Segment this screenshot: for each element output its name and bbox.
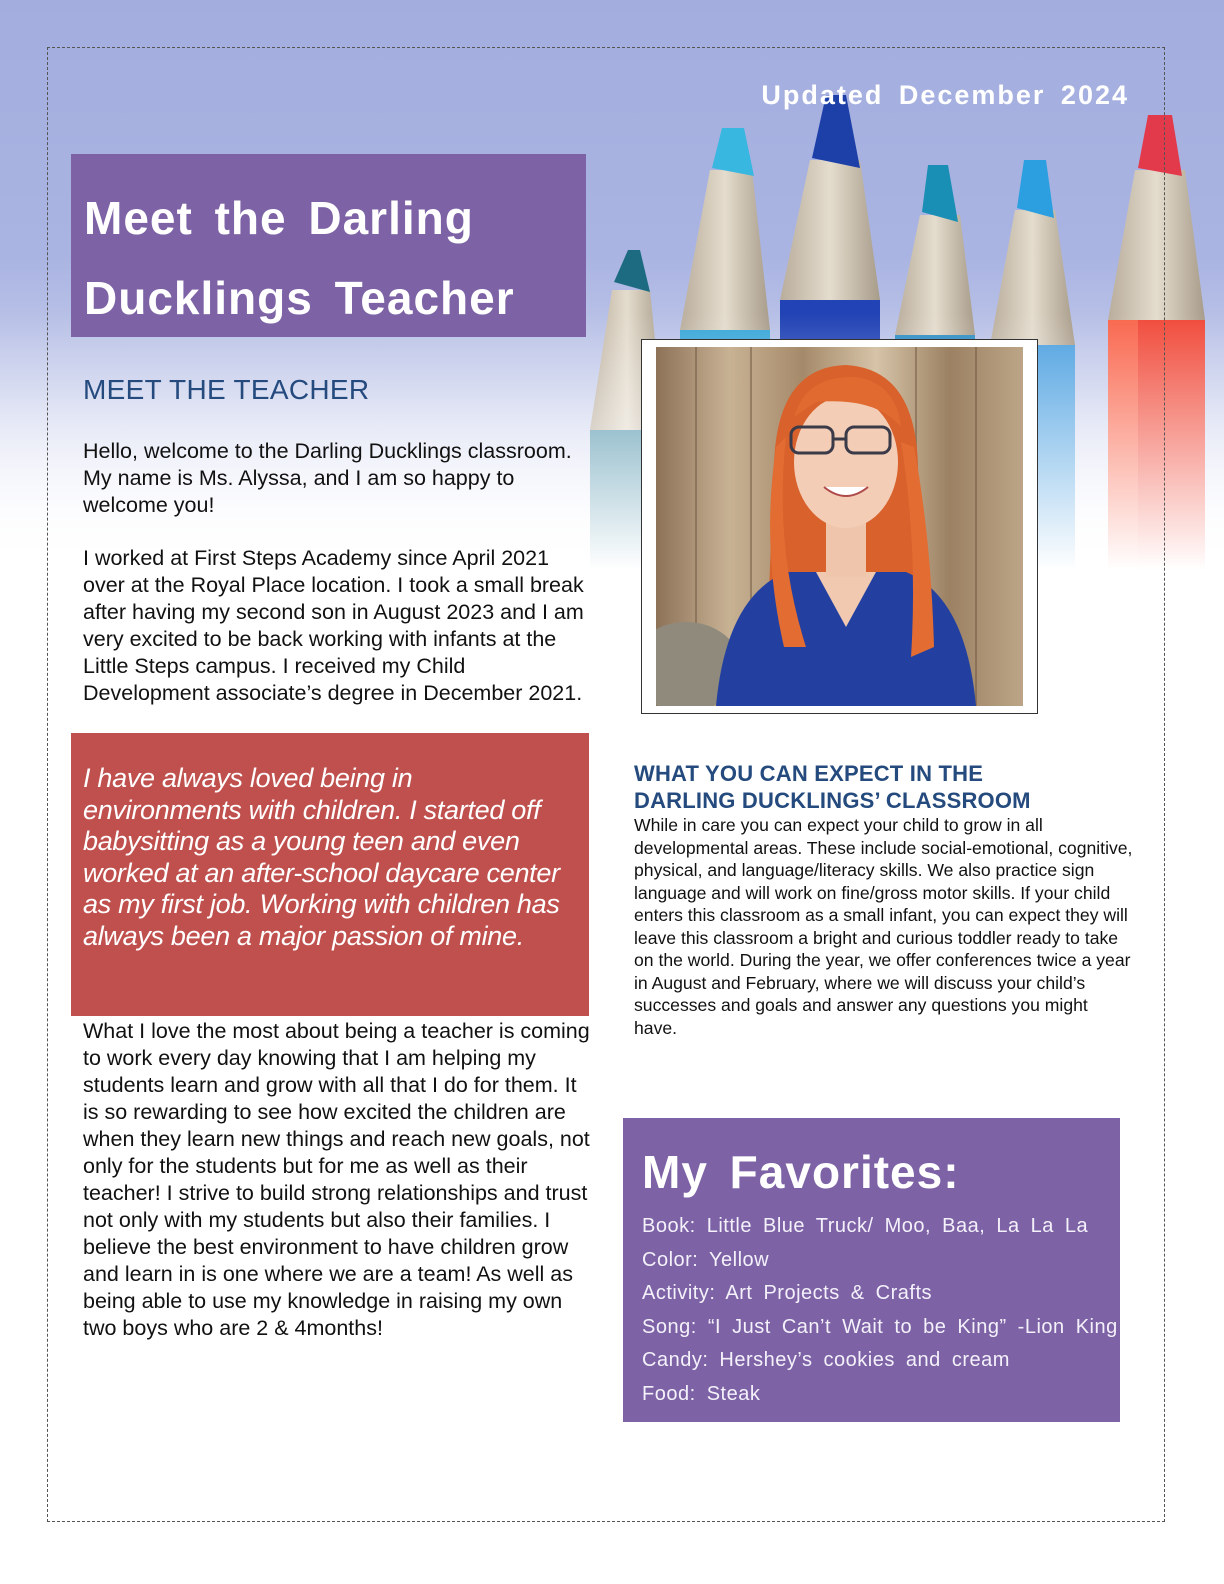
title-banner (71, 154, 586, 337)
expect-heading-line-1: WHAT YOU CAN EXPECT IN THE (634, 761, 984, 786)
favorite-candy: Candy: Hershey’s cookies and cream (642, 1349, 1010, 1371)
background-paragraph: I worked at First Steps Academy since April 2021 over at the Royal Place location. I took a small break after having my second son in August 2023 and I am very excited to be back working with infants at the Little Steps campus. I received my Child Development associate’s degree in December 2021. (83, 546, 584, 705)
favorites-box (623, 1118, 1120, 1422)
page-title-line-1: Meet the Darling (84, 192, 474, 244)
page-title-line-2: Ducklings Teacher (84, 272, 515, 324)
updated-date: Updated December 2024 (761, 80, 1129, 110)
favorite-song: Song: “I Just Can’t Wait to be King” -Lion King (642, 1315, 1118, 1338)
intro-paragraph: Hello, welcome to the Darling Ducklings classroom. My name is Ms. Alyssa, and I am so happy to welcome you! (83, 439, 572, 517)
favorites-title: My Favorites: (642, 1146, 960, 1198)
quote-callout (71, 733, 589, 1016)
classroom-expectations-text: While in care you can expect your child to grow in all developmental areas. These include social-emotional, cognitive, physical, and language/literacy skills. We also practice sign language and will work on fine/gross motor skills. If your child enters this classroom as a small infant, you can expect they will leave this classroom a bright and curious toddler ready to take on the world. During the year, we offer conferences twice a year in August and February, where we will discuss your child’s successes and goals and answer any questions you might have. (634, 815, 1133, 1038)
meet-the-teacher-heading: MEET THE TEACHER (83, 374, 370, 405)
teaching-philosophy-paragraph: What I love the most about being a teacher is coming to work every day knowing that I am helping my students learn and grow with all that I do for them. It is so rewarding to see how excited the children are when they learn new things and reach new goals, not only for the students but for me as well as their teacher! I strive to build strong relationships and trust not only with my students but also their families. I believe the best environment to have children grow and learn in is one where we are a team! As well as being able to use my knowledge in raising my own two boys who are 2 & 4months! (83, 1019, 590, 1340)
quote-text: I have always loved being in environments with children. I started off babysitting as a young teen and even worked at an after-school daycare center as my first job. Working with children has always been a major passion of mine. (83, 763, 560, 951)
classroom-expectations-heading (634, 760, 1031, 814)
favorite-book: Book: Little Blue Truck/ Moo, Baa, La La La (642, 1215, 1089, 1237)
expect-heading-line-2: DARLING DUCKLINGS’ CLASSROOM (634, 788, 1031, 813)
favorite-activity: Activity: Art Projects & Crafts (642, 1282, 933, 1304)
teacher-photo (656, 347, 1023, 706)
favorite-food: Food: Steak (642, 1382, 761, 1405)
teacher-portrait-illustration (656, 347, 1023, 706)
teacher-photo-frame (641, 339, 1038, 714)
favorite-color: Color: Yellow (642, 1248, 770, 1271)
